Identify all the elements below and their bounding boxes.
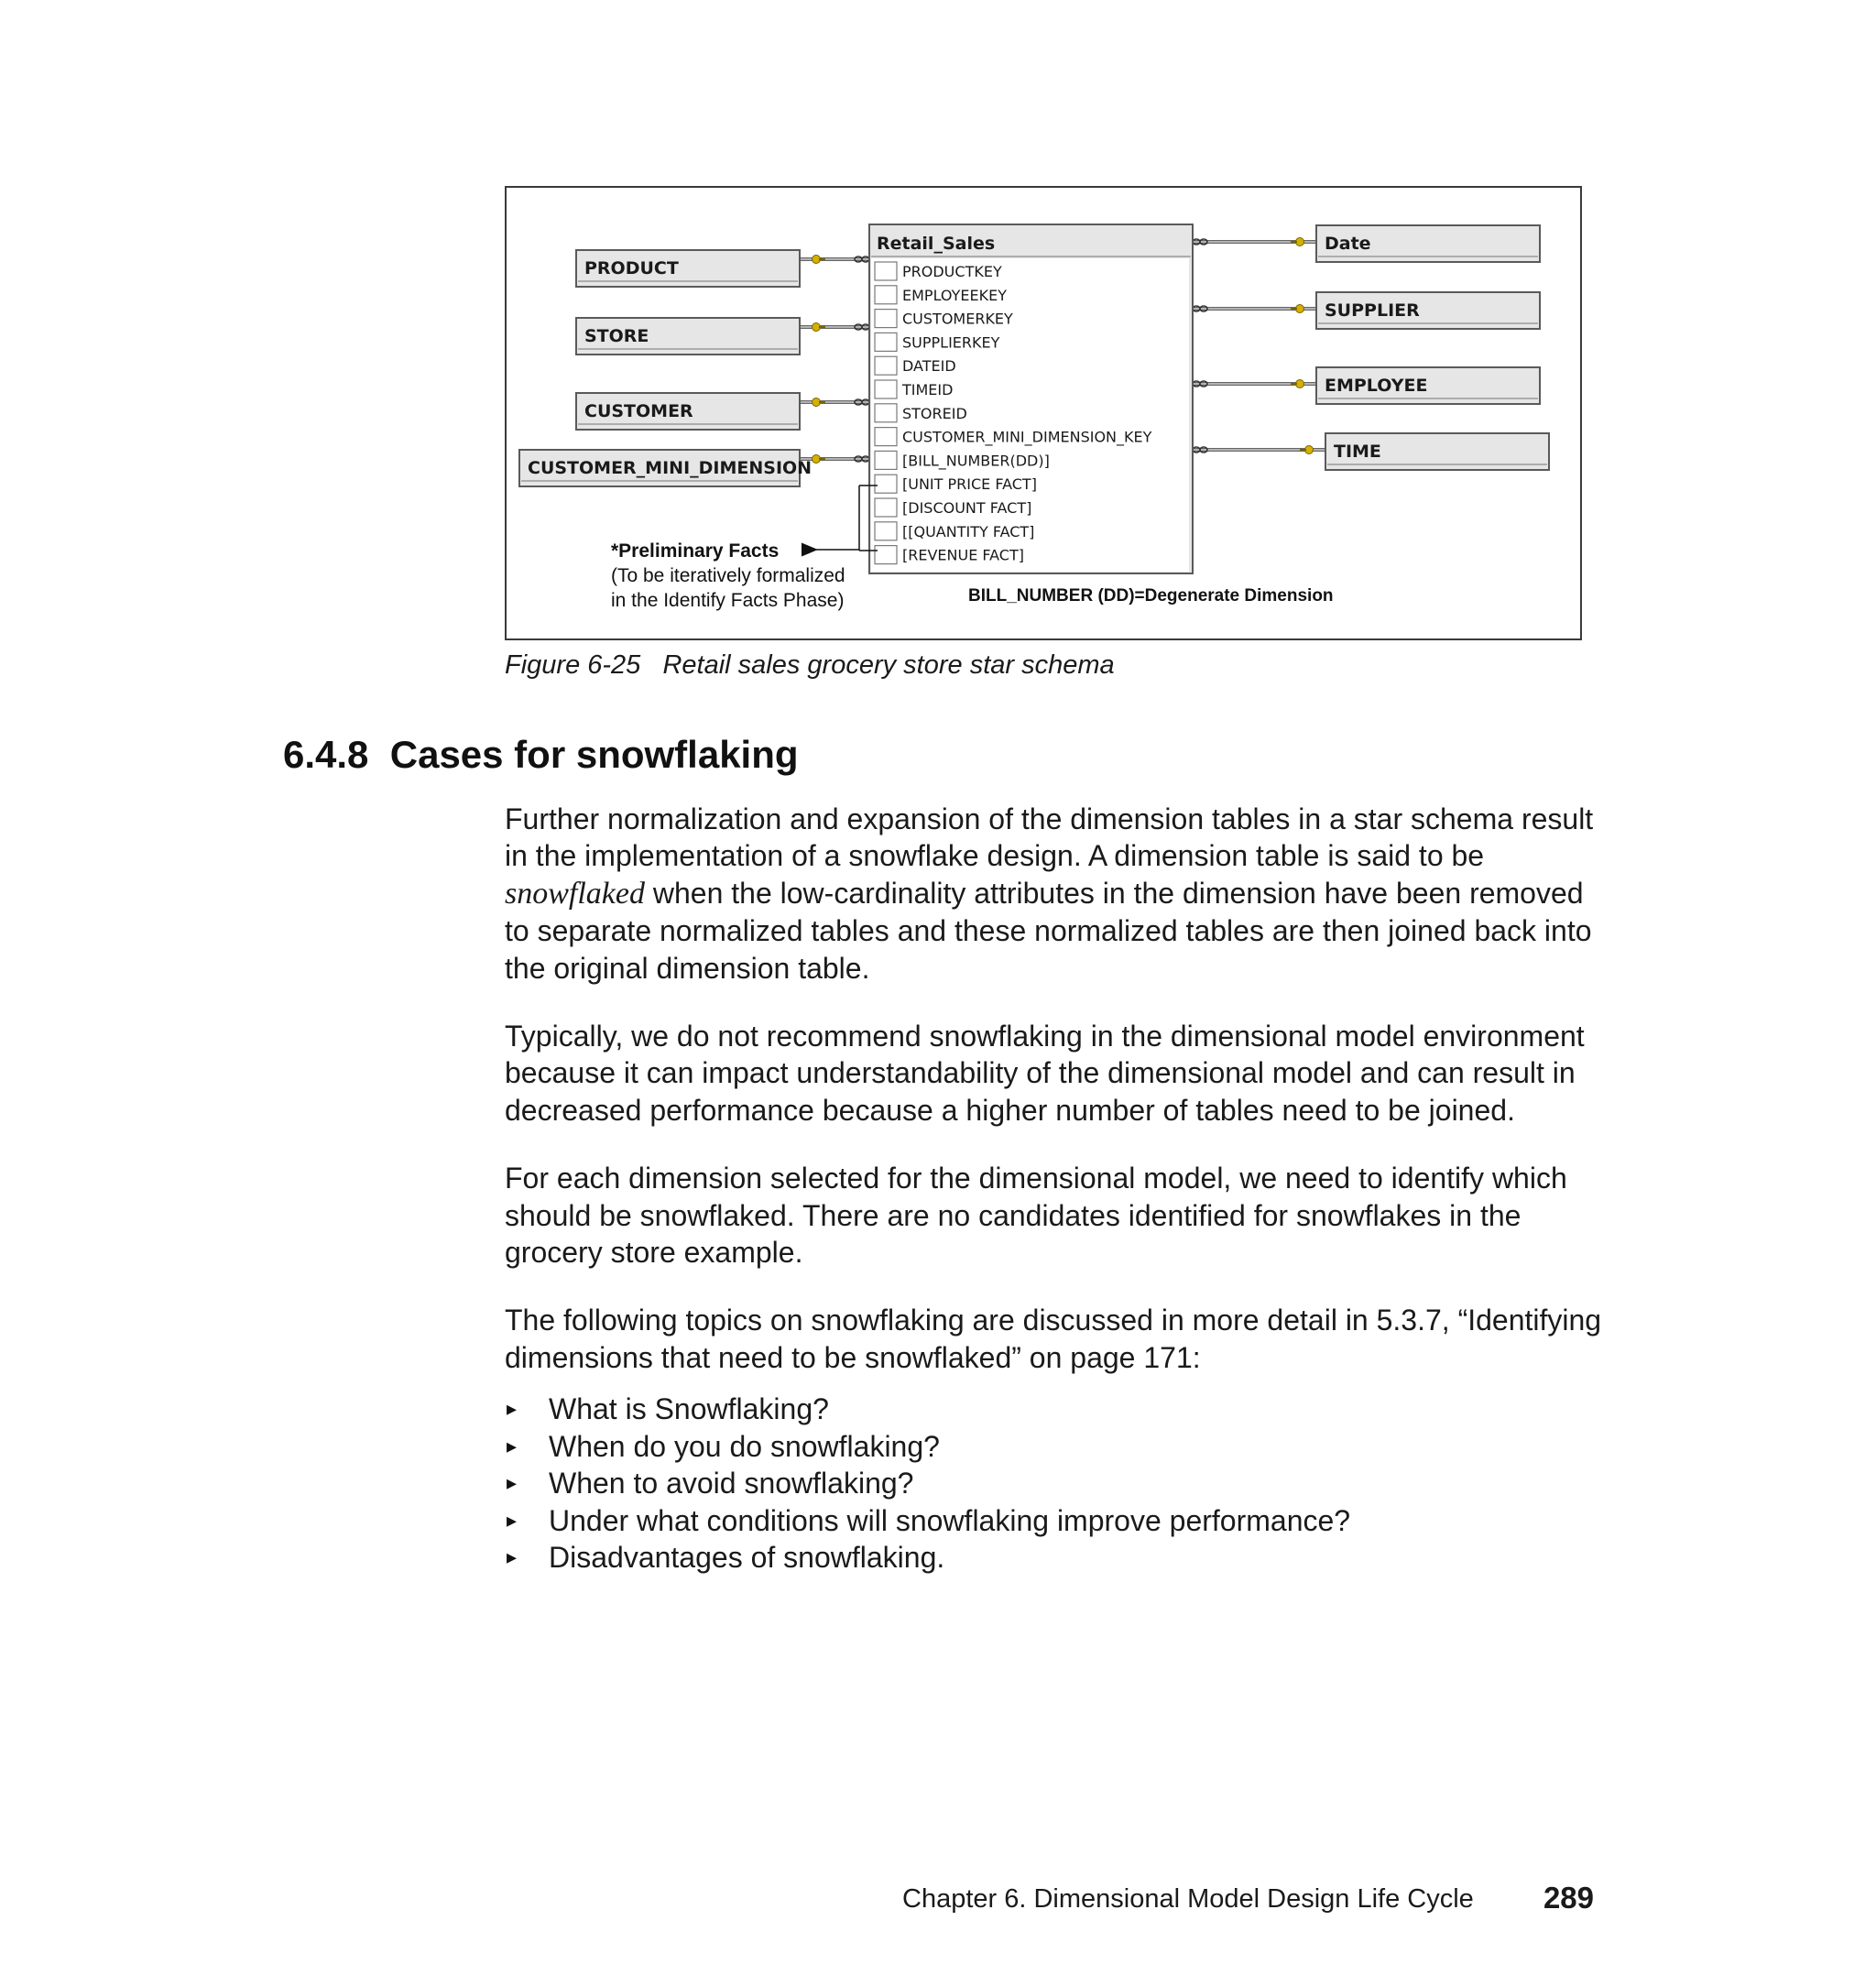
fact-table-retail-sales bbox=[869, 224, 1193, 573]
fact-column-row bbox=[875, 428, 1152, 447]
topic-list-item bbox=[505, 1539, 1613, 1576]
fact-column-name: [REVENUE FACT] bbox=[902, 546, 1024, 564]
fact-column-name: STOREID bbox=[902, 404, 967, 422]
paragraph-candidates: For each dimension selected for the dimensional model, we need to identify which should be snowflaked. There are no candidates identified for snowflakes in the grocery store example. bbox=[505, 1162, 1567, 1270]
topic-list bbox=[505, 1391, 1613, 1576]
preliminary-facts-title: *Preliminary Facts bbox=[611, 540, 780, 562]
preliminary-facts-bracket bbox=[815, 486, 878, 551]
topic-text: What is Snowflaking? bbox=[549, 1392, 829, 1426]
fact-column-row bbox=[875, 404, 967, 422]
dimension-table-title: PRODUCT bbox=[584, 258, 679, 278]
fact-column-row bbox=[875, 356, 956, 375]
left-dimension-tables bbox=[519, 250, 812, 486]
dimension-table-title: CUSTOMER bbox=[584, 401, 693, 421]
preliminary-facts-line-2: in the Identify Facts Phase) bbox=[611, 590, 845, 611]
key-icon bbox=[813, 455, 826, 464]
preliminary-facts-line-1: (To be iteratively formalized bbox=[611, 565, 845, 586]
key-icon bbox=[813, 256, 826, 264]
dimension-table-date bbox=[1316, 225, 1540, 262]
fact-column-name: [DISCOUNT FACT] bbox=[902, 499, 1032, 517]
section-heading: 6.4.8 Cases for snowflaking bbox=[283, 733, 799, 776]
paragraph-1-text-b: when the low-cardinality attributes in the dimension have been removed to separate normalized tables and these normalized tables are then joined back into the original dimension table. bbox=[505, 876, 1592, 985]
dimension-table-product bbox=[576, 250, 800, 287]
topic-text: When to avoid snowflaking? bbox=[549, 1467, 914, 1500]
fact-column-row bbox=[875, 333, 1000, 351]
paragraph-recommendation: Typically, we do not recommend snowflaking in the dimensional model environment because it can impact understandability of the dimensional model and can result in decreased performance because a higher number of tables need to be joined. bbox=[505, 1020, 1585, 1127]
fact-column-row bbox=[875, 546, 1024, 564]
fact-column-name: [UNIT PRICE FACT] bbox=[902, 475, 1037, 494]
fact-column-name: CUSTOMERKEY bbox=[902, 310, 1013, 328]
page-number: 289 bbox=[1543, 1881, 1594, 1915]
topic-text: When do you do snowflaking? bbox=[549, 1429, 940, 1463]
fact-column-name: [BILL_NUMBER(DD)] bbox=[902, 452, 1050, 470]
topic-text: Under what conditions will snowflaking improve performance? bbox=[549, 1503, 1351, 1537]
fact-column-name: [[QUANTITY FACT] bbox=[902, 522, 1035, 540]
topic-list-item bbox=[505, 1428, 1613, 1465]
fact-column-name: CUSTOMER_MINI_DIMENSION_KEY bbox=[902, 428, 1152, 446]
fact-column-name: PRODUCTKEY bbox=[902, 263, 1002, 280]
fact-column-name: EMPLOYEEKEY bbox=[902, 286, 1007, 304]
fact-column-row bbox=[875, 286, 1007, 304]
figure-caption: Figure 6-25 Retail sales grocery store star schema bbox=[505, 650, 1115, 680]
star-schema-diagram bbox=[507, 188, 1584, 642]
dimension-table-customer bbox=[576, 393, 800, 430]
key-icon bbox=[813, 323, 826, 332]
dimension-table-employee bbox=[1316, 367, 1540, 404]
fact-column-name: DATEID bbox=[902, 357, 956, 376]
dimension-table-store bbox=[576, 318, 800, 355]
dimension-table-title: TIME bbox=[1334, 442, 1381, 462]
dimension-table-title: SUPPLIER bbox=[1325, 300, 1420, 321]
dimension-table-title: STORE bbox=[584, 326, 649, 346]
dimension-table-supplier bbox=[1316, 292, 1540, 329]
fact-column-name: TIMEID bbox=[902, 381, 954, 398]
key-icon bbox=[1300, 446, 1314, 454]
section-body bbox=[505, 801, 1613, 1576]
figure-frame bbox=[505, 186, 1582, 640]
topic-text: Disadvantages of snowflaking. bbox=[549, 1540, 945, 1574]
fact-table-title: Retail_Sales bbox=[877, 234, 996, 254]
topic-list-item bbox=[505, 1391, 1613, 1427]
footer-chapter-title: Chapter 6. Dimensional Model Design Life Cycle bbox=[902, 1884, 1474, 1914]
dimension-table-title: CUSTOMER_MINI_DIMENSION bbox=[528, 458, 813, 478]
dimension-table-time bbox=[1325, 433, 1549, 470]
paragraph-topics-intro: The following topics on snowflaking are discussed in more detail in 5.3.7, “Identifying dimensions that need to be snowflaked” on page 171: bbox=[505, 1304, 1602, 1374]
right-dimension-tables bbox=[1316, 225, 1549, 470]
fact-column-row bbox=[875, 262, 1002, 280]
topic-list-item bbox=[505, 1465, 1613, 1501]
bullet-triangle-icon: ▸ bbox=[507, 1434, 518, 1457]
dimension-table-customer-mini-dimension bbox=[519, 450, 812, 486]
fact-column-row bbox=[875, 310, 1013, 328]
term-snowflaked: snowflaked bbox=[505, 876, 645, 911]
bullet-triangle-icon: ▸ bbox=[507, 1397, 518, 1421]
paragraph-1-text-a: Further normalization and expansion of the dimension tables in a star schema result in the implementation of a snowflake design. A dimension table is said to be bbox=[505, 802, 1594, 873]
bullet-triangle-icon: ▸ bbox=[507, 1544, 518, 1568]
degenerate-dimension-note: BILL_NUMBER (DD)=Degenerate Dimension bbox=[968, 586, 1334, 606]
bullet-triangle-icon: ▸ bbox=[507, 1508, 518, 1532]
key-icon bbox=[1291, 380, 1304, 388]
bullet-triangle-icon: ▸ bbox=[507, 1471, 518, 1495]
fact-column-name: SUPPLIERKEY bbox=[902, 333, 1000, 352]
key-icon bbox=[813, 398, 826, 407]
dimension-table-title: EMPLOYEE bbox=[1325, 376, 1428, 396]
paragraph-snowflake-definition bbox=[505, 801, 1613, 987]
fact-column-row bbox=[875, 380, 953, 398]
dimension-table-title: Date bbox=[1325, 234, 1371, 254]
topic-list-item bbox=[505, 1502, 1613, 1539]
key-icon bbox=[1291, 305, 1304, 313]
key-icon bbox=[1291, 238, 1304, 246]
